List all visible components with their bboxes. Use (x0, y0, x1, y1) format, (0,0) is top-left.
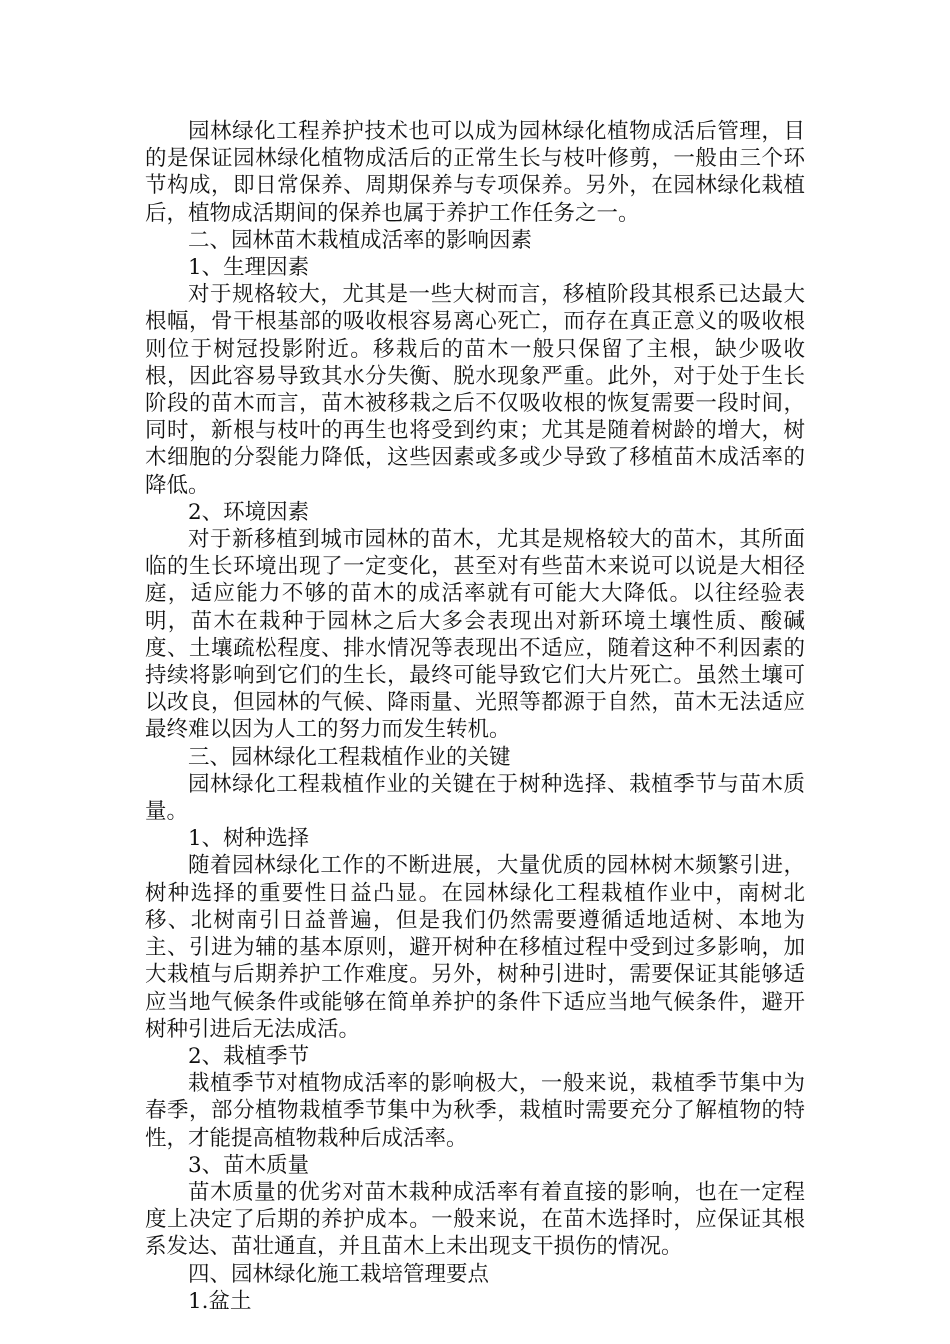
intro-paragraph: 园林绿化工程养护技术也可以成为园林绿化植物成活后管理，目的是保证园林绿化植物成活后的正常生长与枝叶修剪，一般由三个环节构成，即日常保养、周期保养与专项保养。另外，在园林绿化栽植后，植物成活期间的保养也属于养护工作任务之一。 (145, 119, 805, 226)
subsection-season-heading: 2、栽植季节 (188, 1043, 310, 1069)
season-paragraph: 栽植季节对植物成活率的影响极大，一般来说，栽植季节集中为春季，部分植物栽植季节集中为秋季，栽植时需要充分了解植物的特性，才能提高植物栽种后成活率。 (145, 1071, 805, 1151)
quality-paragraph: 苗木质量的优劣对苗木栽种成活率有着直接的影响，也在一定程度上决定了后期的养护成本。一般来说，在苗木选择时，应保证其根系发达、苗壮通直，并且苗木上未出现支干损伤的情况。 (145, 1179, 805, 1260)
subsection-quality-heading: 3、苗木质量 (188, 1152, 310, 1178)
environment-paragraph: 对于新移植到城市园林的苗木，尤其是规格较大的苗木，其所面临的生长环境出现了一定变化，甚至对有些苗木来说可以说是大相径庭，适应能力不够的苗木的成活率就有可能大大降低。以往经验表明，苗木在栽种于园林之后大多会表现出对新环境土壤性质、酸碱度、土壤疏松程度、排水情况等表现出不适应，随着这种不利因素的持续将影响到它们的生长，最终可能导致它们大片死亡。虽然土壤可以改良，但园林的气候、降雨量、光照等都源于自然，苗木无法适应最终难以因为人工的努力而发生转机。 (145, 527, 805, 743)
document-body (145, 118, 805, 1315)
subsection-species-heading: 1、树种选择 (188, 826, 310, 852)
species-paragraph: 随着园林绿化工作的不断进展，大量优质的园林树木频繁引进，树种选择的重要性日益凸显。在园林绿化工程栽植作业中，南树北移、北树南引日益普遍，但是我们仍然需要遵循适地适树、本地为主、引进为辅的基本原则，避开树种在移植过程中受到过多影响，加大栽植与后期养护工作难度。另外，树种引进时，需要保证其能够适应当地气候条件或能够在简单养护的条件下适应当地气候条件，避开树种引进后无法成活。 (145, 853, 805, 1042)
section-4-heading: 四、园林绿化施工栽培管理要点 (188, 1261, 490, 1287)
section-2-heading: 二、园林苗木栽植成活率的影响因素 (188, 227, 533, 253)
subsection-physiological-heading: 1、生理因素 (188, 255, 310, 281)
physiological-paragraph: 对于规格较大，尤其是一些大树而言，移植阶段其根系已达最大根幅，骨干根基部的吸收根容易离心死亡，而存在真正意义的吸收根则位于树冠投影附近。移栽后的苗木一般只保留了主根，缺少吸收根，因此容易导致其水分失衡、脱水现象严重。此外，对于处于生长阶段的苗木而言，苗木被移栽之后不仅吸收根的恢复需要一段时间，同时，新根与枝叶的再生也将受到约束；尤其是随着树龄的增大，树木细胞的分裂能力降低，这些因素或多或少导致了移植苗木成活率的降低。 (145, 282, 805, 498)
subsection-soil-heading: 1.盆土 (188, 1288, 252, 1314)
subsection-environment-heading: 2、环境因素 (188, 499, 310, 525)
section-3-intro-paragraph: 园林绿化工程栽植作业的关键在于树种选择、栽植季节与苗木质量。 (145, 771, 805, 825)
section-3-heading: 三、园林绿化工程栽植作业的关键 (188, 744, 511, 770)
